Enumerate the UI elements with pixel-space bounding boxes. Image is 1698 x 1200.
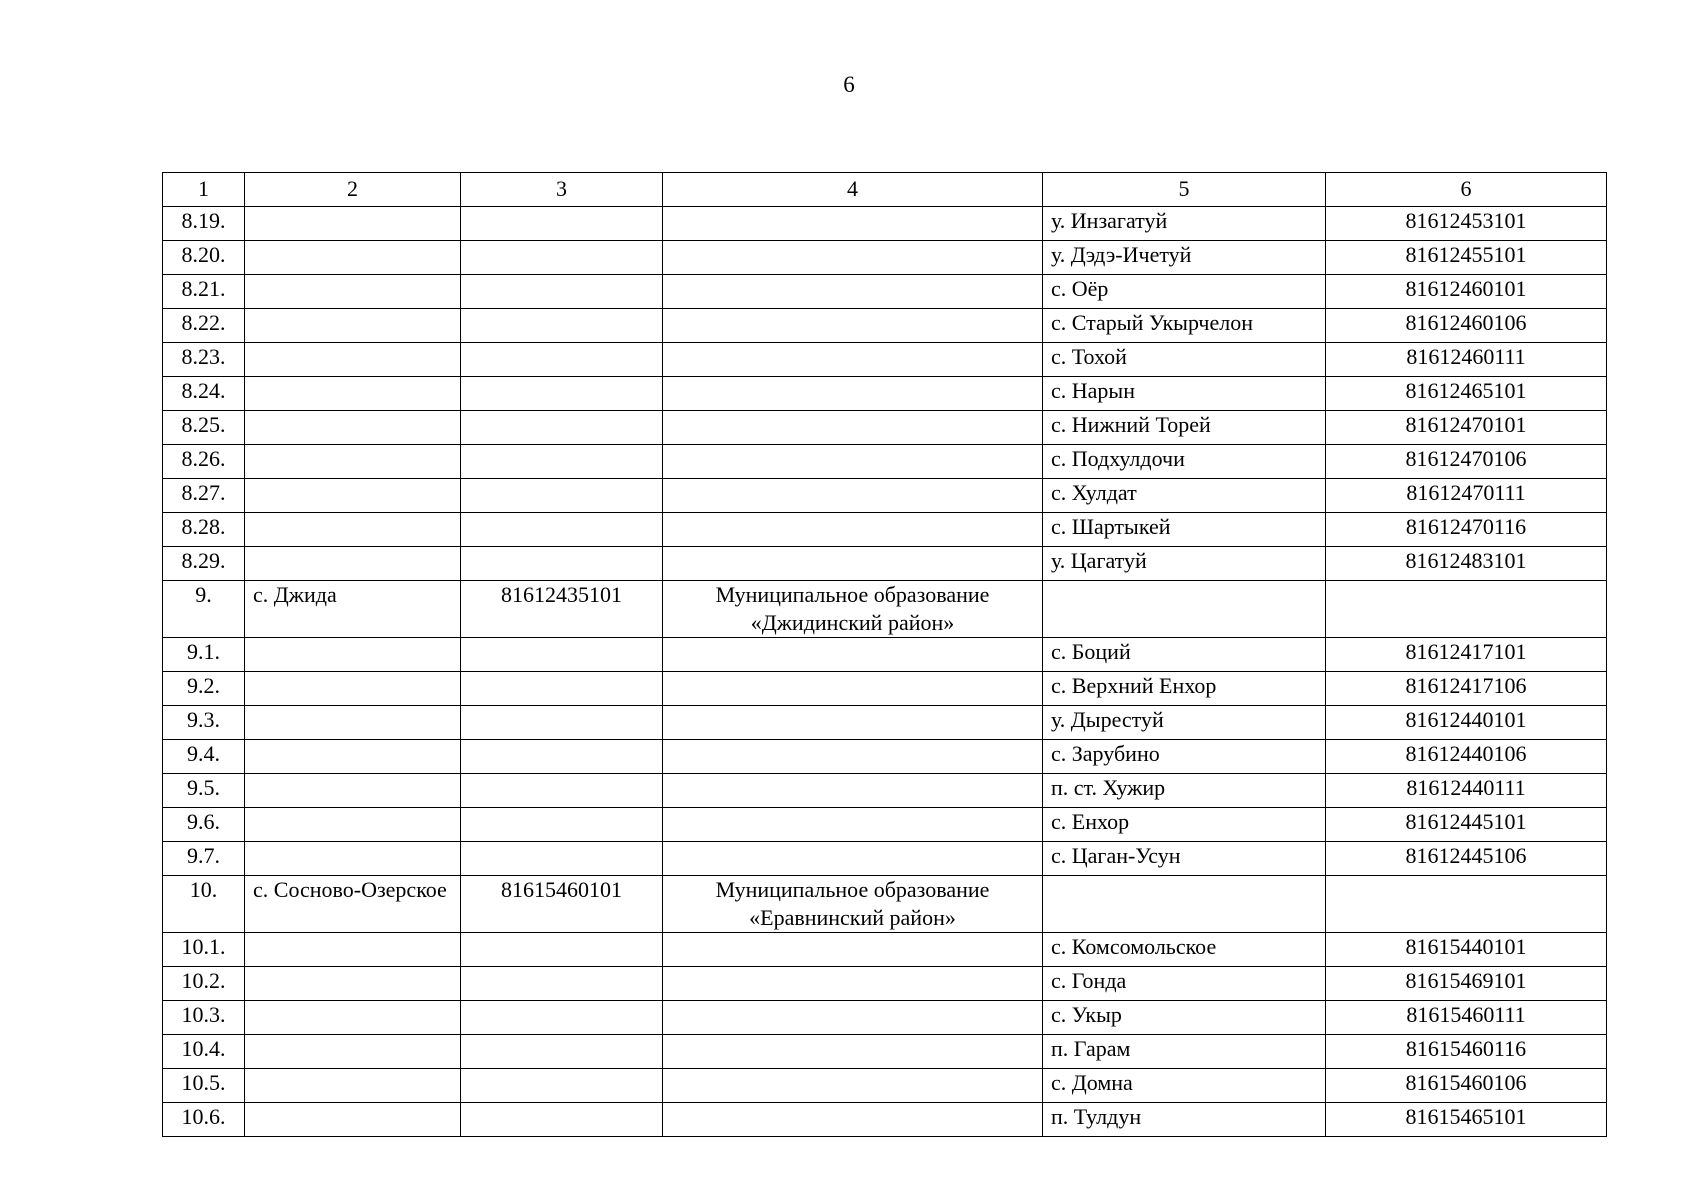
column-header: 2 — [245, 173, 461, 207]
table-row — [163, 343, 1607, 377]
row-number-cell: 8.23. — [163, 343, 245, 377]
row-number-cell: 8.20. — [163, 241, 245, 275]
table-row — [163, 1035, 1607, 1069]
settlement-cell: с. Енхор — [1043, 808, 1326, 842]
admin-center-cell — [245, 808, 461, 842]
settlement-cell: с. Укыр — [1043, 1001, 1326, 1035]
municipality-cell — [663, 275, 1043, 309]
settlement-code-cell: 81612440101 — [1326, 706, 1607, 740]
row-number-cell: 9.6. — [163, 808, 245, 842]
municipality-cell — [663, 377, 1043, 411]
table-row — [163, 479, 1607, 513]
admin-center-cell — [245, 275, 461, 309]
admin-center-code-cell — [461, 933, 663, 967]
admin-center-cell — [245, 411, 461, 445]
settlement-code-cell: 81615465101 — [1326, 1103, 1607, 1137]
admin-center-cell — [245, 1103, 461, 1137]
settlement-code-cell: 81615440101 — [1326, 933, 1607, 967]
settlement-code-cell: 81612470101 — [1326, 411, 1607, 445]
settlement-code-cell: 81612445101 — [1326, 808, 1607, 842]
admin-center-cell — [245, 343, 461, 377]
settlement-cell: с. Шартыкей — [1043, 513, 1326, 547]
admin-center-code-cell — [461, 309, 663, 343]
settlement-code-cell: 81612460106 — [1326, 309, 1607, 343]
settlement-cell: с. Домна — [1043, 1069, 1326, 1103]
table-row — [163, 1103, 1607, 1137]
settlement-cell: с. Оёр — [1043, 275, 1326, 309]
admin-center-cell: с. Джида — [245, 581, 461, 638]
settlement-code-cell: 81612440111 — [1326, 774, 1607, 808]
table-row — [163, 638, 1607, 672]
row-number-cell: 8.22. — [163, 309, 245, 343]
settlement-cell: п. ст. Хужир — [1043, 774, 1326, 808]
admin-center-code-cell — [461, 706, 663, 740]
settlements-table — [162, 172, 1607, 1137]
settlement-code-cell: 81612460111 — [1326, 343, 1607, 377]
settlement-cell: с. Старый Укырчелон — [1043, 309, 1326, 343]
settlement-cell: с. Цаган-Усун — [1043, 842, 1326, 876]
settlement-code-cell: 81612445106 — [1326, 842, 1607, 876]
row-number-cell: 8.19. — [163, 207, 245, 241]
municipality-line: Муниципальное образование — [715, 582, 990, 607]
table-row — [163, 581, 1607, 638]
settlement-cell — [1043, 876, 1326, 933]
municipality-cell — [663, 1069, 1043, 1103]
settlement-cell: с. Комсомольское — [1043, 933, 1326, 967]
settlement-cell: у. Дэдэ-Ичетуй — [1043, 241, 1326, 275]
admin-center-code-cell: 81612435101 — [461, 581, 663, 638]
municipality-cell — [663, 967, 1043, 1001]
municipality-cell — [663, 445, 1043, 479]
settlement-cell: с. Зарубино — [1043, 740, 1326, 774]
row-number-cell: 8.24. — [163, 377, 245, 411]
table-row — [163, 706, 1607, 740]
municipality-line: «Еравнинский район» — [749, 905, 956, 930]
settlement-cell: с. Боций — [1043, 638, 1326, 672]
admin-center-cell — [245, 207, 461, 241]
row-number-cell: 9.2. — [163, 672, 245, 706]
settlement-code-cell: 81612470106 — [1326, 445, 1607, 479]
settlement-code-cell: 81612470116 — [1326, 513, 1607, 547]
municipality-cell — [663, 842, 1043, 876]
settlement-cell: у. Цагатуй — [1043, 547, 1326, 581]
table-row — [163, 1001, 1607, 1035]
municipality-line: «Джидинский район» — [750, 610, 955, 635]
municipality-cell — [663, 343, 1043, 377]
admin-center-code-cell — [461, 479, 663, 513]
table-header-row — [163, 173, 1607, 207]
settlement-cell: с. Нижний Торей — [1043, 411, 1326, 445]
table-row — [163, 309, 1607, 343]
settlement-code-cell: 81615469101 — [1326, 967, 1607, 1001]
municipality-cell — [663, 411, 1043, 445]
settlement-code-cell: 81612470111 — [1326, 479, 1607, 513]
settlement-code-cell: 81612465101 — [1326, 377, 1607, 411]
table-row — [163, 774, 1607, 808]
settlement-code-cell: 81612483101 — [1326, 547, 1607, 581]
admin-center-cell — [245, 638, 461, 672]
settlement-code-cell: 81615460116 — [1326, 1035, 1607, 1069]
settlement-code-cell — [1326, 876, 1607, 933]
admin-center-code-cell — [461, 842, 663, 876]
settlement-code-cell: 81615460111 — [1326, 1001, 1607, 1035]
row-number-cell: 10.2. — [163, 967, 245, 1001]
table-row — [163, 808, 1607, 842]
table-row — [163, 377, 1607, 411]
column-header: 3 — [461, 173, 663, 207]
municipality-cell — [663, 309, 1043, 343]
municipality-cell — [663, 547, 1043, 581]
table-row — [163, 275, 1607, 309]
admin-center-code-cell — [461, 740, 663, 774]
table-row — [163, 411, 1607, 445]
row-number-cell: 9.1. — [163, 638, 245, 672]
settlement-cell: у. Инзагатуй — [1043, 207, 1326, 241]
admin-center-code-cell — [461, 1103, 663, 1137]
row-number-cell: 10.3. — [163, 1001, 245, 1035]
settlement-cell: с. Гонда — [1043, 967, 1326, 1001]
row-number-cell: 9.4. — [163, 740, 245, 774]
admin-center-code-cell — [461, 241, 663, 275]
settlement-cell: у. Дырестуй — [1043, 706, 1326, 740]
row-number-cell: 10.4. — [163, 1035, 245, 1069]
row-number-cell: 8.27. — [163, 479, 245, 513]
settlement-cell: с. Подхулдочи — [1043, 445, 1326, 479]
settlement-cell: с. Хулдат — [1043, 479, 1326, 513]
settlement-code-cell: 81612460101 — [1326, 275, 1607, 309]
municipality-cell — [663, 876, 1043, 933]
admin-center-cell — [245, 1069, 461, 1103]
admin-center-code-cell — [461, 774, 663, 808]
admin-center-cell — [245, 445, 461, 479]
municipality-cell — [663, 808, 1043, 842]
table-row — [163, 1069, 1607, 1103]
settlement-cell: с. Тохой — [1043, 343, 1326, 377]
admin-center-cell — [245, 479, 461, 513]
admin-center-code-cell — [461, 445, 663, 479]
admin-center-cell — [245, 740, 461, 774]
municipality-cell — [663, 241, 1043, 275]
municipality-cell — [663, 933, 1043, 967]
settlement-code-cell: 81612417101 — [1326, 638, 1607, 672]
table-row — [163, 445, 1607, 479]
admin-center-cell — [245, 513, 461, 547]
table-row — [163, 547, 1607, 581]
settlement-cell: п. Гарам — [1043, 1035, 1326, 1069]
municipality-cell — [663, 207, 1043, 241]
admin-center-cell — [245, 241, 461, 275]
row-number-cell: 9. — [163, 581, 245, 638]
admin-center-code-cell — [461, 207, 663, 241]
admin-center-cell — [245, 672, 461, 706]
admin-center-cell — [245, 774, 461, 808]
row-number-cell: 10. — [163, 876, 245, 933]
settlement-cell — [1043, 581, 1326, 638]
column-header: 4 — [663, 173, 1043, 207]
table-row — [163, 876, 1607, 933]
admin-center-cell — [245, 933, 461, 967]
row-number-cell: 9.7. — [163, 842, 245, 876]
municipality-cell — [663, 638, 1043, 672]
admin-center-code-cell: 81615460101 — [461, 876, 663, 933]
settlement-cell: с. Верхний Енхор — [1043, 672, 1326, 706]
admin-center-code-cell — [461, 377, 663, 411]
municipality-cell — [663, 1103, 1043, 1137]
column-header: 5 — [1043, 173, 1326, 207]
municipality-cell — [663, 1001, 1043, 1035]
admin-center-code-cell — [461, 1001, 663, 1035]
settlement-code-cell: 81612440106 — [1326, 740, 1607, 774]
row-number-cell: 8.25. — [163, 411, 245, 445]
settlement-cell: с. Нарын — [1043, 377, 1326, 411]
column-header: 6 — [1326, 173, 1607, 207]
admin-center-code-cell — [461, 1069, 663, 1103]
table-row — [163, 241, 1607, 275]
table-row — [163, 207, 1607, 241]
municipality-cell — [663, 581, 1043, 638]
admin-center-cell — [245, 967, 461, 1001]
table-row — [163, 513, 1607, 547]
municipality-cell — [663, 672, 1043, 706]
settlement-code-cell: 81612453101 — [1326, 207, 1607, 241]
settlement-code-cell — [1326, 581, 1607, 638]
admin-center-code-cell — [461, 275, 663, 309]
admin-center-cell — [245, 1001, 461, 1035]
table-row — [163, 967, 1607, 1001]
settlement-code-cell: 81612417106 — [1326, 672, 1607, 706]
admin-center-cell — [245, 706, 461, 740]
admin-center-code-cell — [461, 1035, 663, 1069]
row-number-cell: 10.5. — [163, 1069, 245, 1103]
row-number-cell: 9.3. — [163, 706, 245, 740]
table-row — [163, 933, 1607, 967]
row-number-cell: 8.21. — [163, 275, 245, 309]
table-row — [163, 842, 1607, 876]
settlement-code-cell: 81612455101 — [1326, 241, 1607, 275]
admin-center-code-cell — [461, 547, 663, 581]
row-number-cell: 10.1. — [163, 933, 245, 967]
municipality-cell — [663, 740, 1043, 774]
admin-center-code-cell — [461, 513, 663, 547]
municipality-cell — [663, 513, 1043, 547]
admin-center-code-cell — [461, 672, 663, 706]
admin-center-cell — [245, 547, 461, 581]
settlement-cell: п. Тулдун — [1043, 1103, 1326, 1137]
row-number-cell: 8.29. — [163, 547, 245, 581]
admin-center-code-cell — [461, 967, 663, 1001]
admin-center-cell — [245, 842, 461, 876]
page-number: 6 — [843, 72, 855, 97]
municipality-cell — [663, 706, 1043, 740]
municipality-line: Муниципальное образование — [715, 877, 990, 902]
row-number-cell: 10.6. — [163, 1103, 245, 1137]
admin-center-code-cell — [461, 638, 663, 672]
admin-center-cell: с. Сосново-Озерское — [245, 876, 461, 933]
admin-center-cell — [245, 1035, 461, 1069]
table-row — [163, 740, 1607, 774]
admin-center-cell — [245, 309, 461, 343]
column-header: 1 — [163, 173, 245, 207]
admin-center-code-cell — [461, 411, 663, 445]
row-number-cell: 9.5. — [163, 774, 245, 808]
municipality-cell — [663, 774, 1043, 808]
settlement-code-cell: 81615460106 — [1326, 1069, 1607, 1103]
admin-center-code-cell — [461, 343, 663, 377]
admin-center-code-cell — [461, 808, 663, 842]
row-number-cell: 8.26. — [163, 445, 245, 479]
row-number-cell: 8.28. — [163, 513, 245, 547]
municipality-cell — [663, 479, 1043, 513]
table-row — [163, 672, 1607, 706]
admin-center-cell — [245, 377, 461, 411]
municipality-cell — [663, 1035, 1043, 1069]
